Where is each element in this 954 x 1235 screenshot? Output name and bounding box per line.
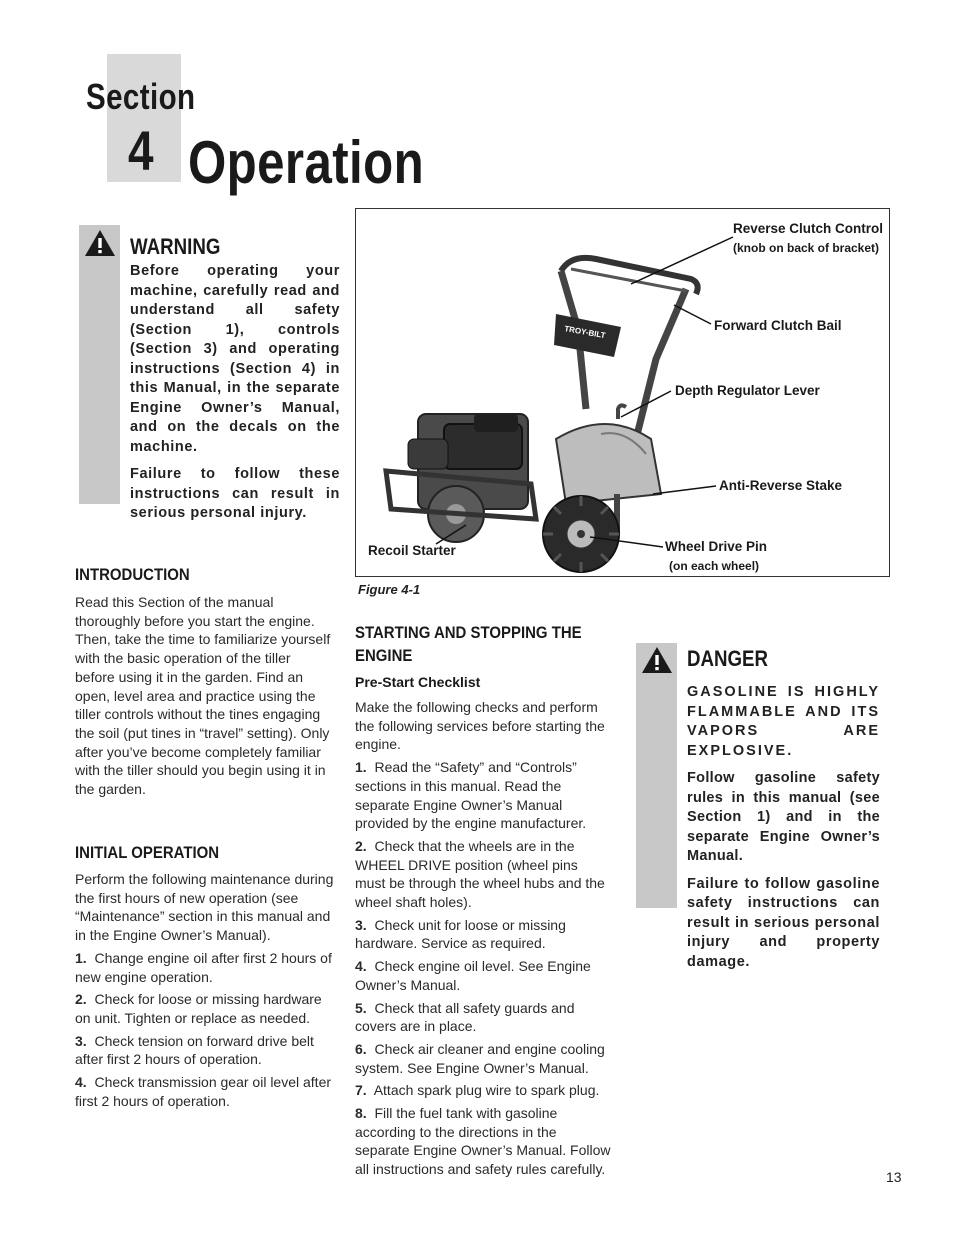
brand-decal: TROY-BILT — [563, 324, 607, 341]
list-item: 4. Check transmission gear oil level after first 2 hours of operation. — [75, 1074, 332, 1109]
figure-label-wheel-drive-pin-note: (on each wheel) — [669, 559, 760, 573]
figure-caption: Figure 4-1 — [358, 582, 421, 597]
pre-start-subheading: Pre-Start Checklist — [355, 674, 481, 690]
starting-intro: Make the following checks and perform the following services before starting the engine. — [355, 699, 605, 753]
figure-label-wheel-drive-pin: Wheel Drive Pin — [665, 539, 768, 554]
danger-paragraph: Follow gasoline safety rules in this manual (see Section 1) and in the separate Engine Owner’s Manual. — [687, 770, 880, 864]
introduction-text: Read this Section of the manual thoroughly before you start the engine. Then, take the time to familiarize yourself with the basic operation of the tiller before using it in the garden. Find an open, level area and practice using the tiller controls without the tines engaging the soil (put tines in “travel” setting). Only after you’ve become completely familiar with the tiller should you begin using it in the garden. — [75, 594, 331, 798]
starting-heading — [355, 621, 582, 667]
introduction-heading: INTRODUCTION — [75, 565, 190, 584]
initial-operation-intro: Perform the following maintenance during the first hours of new operation (see “Maintenance” section in this manual and in the Engine Owner’s Manual). — [75, 871, 334, 944]
list-item: 3. Check unit for loose or missing hardware. Service as required. — [355, 916, 566, 952]
section-number: 4 — [128, 119, 154, 182]
danger-title: DANGER — [687, 646, 769, 671]
list-item: 1. Read the “Safety” and “Controls” sections in this manual. Read the separate Engine Owner’s Manual provided by the engine manufacturer. — [355, 759, 587, 832]
list-item: 6. Check air cleaner and engine cooling system. See Engine Owner’s Manual. — [355, 1040, 605, 1076]
list-item: 3. Check tension on forward drive belt after first 2 hours of operation. — [75, 1032, 314, 1068]
list-item: 1. Change engine oil after first 2 hours of new engine operation. — [75, 949, 332, 985]
initial-operation-body — [75, 870, 335, 1114]
danger-paragraph: GASOLINE IS HIGHLY FLAMMABLE AND ITS VAPORS ARE EXPLOSIVE. — [687, 684, 880, 759]
page-title: Operation — [188, 129, 425, 196]
figure-label-forward-clutch: Forward Clutch Bail — [714, 318, 842, 333]
list-item: 5. Check that all safety guards and covers are in place. — [355, 999, 575, 1035]
warning-triangle-icon — [84, 229, 116, 257]
warning-bar — [79, 225, 120, 504]
warning-paragraph: Before operating your machine, carefully read and understand all safety (Section 1), controls (Section 3) and operating instructions (Section 4) in this Manual, in the separate Engine Owner’s Manual, and on the decals on the machine. — [130, 263, 340, 455]
figure-label-reverse-clutch: Reverse Clutch Control — [733, 221, 884, 236]
figure-label-depth-regulator: Depth Regulator Lever — [675, 383, 820, 398]
danger-text — [687, 683, 880, 980]
starting-body — [355, 698, 611, 1183]
list-item: 2. Check for loose or missing hardware on unit. Tighten or replace as needed. — [75, 991, 322, 1026]
list-item: 2. Check that the wheels are in the WHEEL DRIVE position (wheel pins must be through the wheel hubs and the wheel shaft holes). — [355, 837, 605, 911]
figure-label-reverse-clutch-note: (knob on back of bracket) — [733, 241, 880, 255]
list-item: 8. Fill the fuel tank with gasoline according to the directions in the separate Engine Owner’s Manual. Follow all instructions and safety rules carefully. — [355, 1105, 611, 1178]
danger-paragraph: Failure to follow gasoline safety instructions can result in serious personal injury and property damage. — [687, 875, 880, 970]
page-number: 13 — [886, 1169, 902, 1185]
warning-text — [130, 262, 340, 532]
danger-triangle-icon — [641, 646, 673, 674]
list-item: 7. Attach spark plug wire to spark plug. — [355, 1082, 600, 1099]
list-item: 4. Check engine oil level. See Engine Owner’s Manual. — [355, 958, 591, 993]
starting-heading-line: ENGINE — [355, 646, 413, 665]
figure-label-recoil-starter: Recoil Starter — [368, 543, 456, 558]
warning-paragraph: Failure to follow these instructions can result in serious personal injury. — [130, 466, 340, 521]
initial-operation-heading: INITIAL OPERATION — [75, 843, 220, 862]
danger-bar — [636, 643, 677, 908]
section-label: Section — [86, 76, 196, 117]
warning-title: WARNING — [130, 234, 221, 259]
starting-heading-line: STARTING AND STOPPING THE — [355, 623, 582, 642]
figure-label-anti-reverse-stake: Anti-Reverse Stake — [719, 478, 843, 493]
